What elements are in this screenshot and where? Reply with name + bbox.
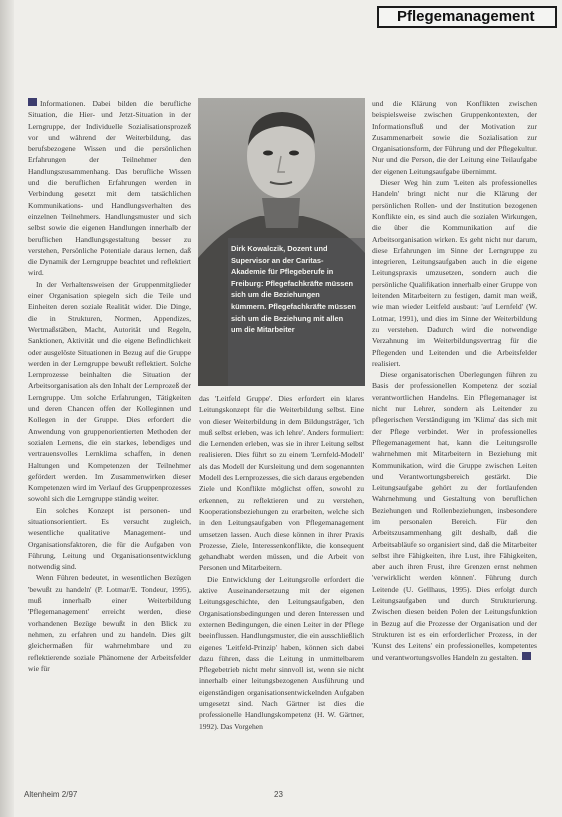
section-title: Pflegemanagement: [397, 8, 535, 25]
article-start-marker: [28, 98, 37, 106]
photo-caption: Dirk Kowalczik, Dozent und Supervisor an der Caritas-Akademie für Pflegeberufe in Freiburg: Pflegefachkräfte müssen sich um die Beziehungen kümmern. Pflegefachkräfte müssen sich um die Beziehung mit allen um die Mitarbeiter: [231, 244, 356, 335]
column-3-paragraph-3: Diese organisatorischen Überlegungen führen zu Basis der professionellen Kompetenz der sozial verantwortlichen Handelns. Ein Pflegemanager ist nicht nur Lehrer, sondern als Leitender zu pflegerischen Verständigung im 'Klima' das sich mit der Pflege verbindet. Wer in professionelles Pflegemanagement hat, kann die Leitungsrolle wahrnehmen mit Mitarbeitern in Beziehung mit Kommunikation, wird die Gruppe zwischen Leiten und Verantwortungsbereich gestärkt. Die Leitungsaufgabe gehört zu der fortlaufenden Wahrnehmung und Gestaltung von beruflichen Beziehungen und Rollenbeziehungen, insbesondere im personalen Bereich. Für den Arbeitszusammenhang gilt deshalb, daß die Arbeitsabläufe so organisiert sind, daß die Mitarbeiter selbst ihre Fähigkeiten, ihre Lust, ihre Fähigkeiten, aber auch ihren Frust, ihre Grenzen ernst nehmen 'verwirklicht werden können'. Führung durch Leitende (U. Gellhaus, 1995). Dies erfolgt durch Leitungsaufgaben und durch Strukturierung. Zwischen diesen beiden Polen der Leitungsfunktion in Bezug auf die Prozesse der Organisation und der Strukturen ist es ein erforderlicher Prozess, in der 'Kunst des Leitens' ein professionelles, kompetentes und verantwortungsvolles Handeln zu gestalten.: [372, 370, 537, 662]
section-header-tab: [377, 6, 557, 28]
author-photo: [198, 98, 365, 386]
article-column-1: [28, 98, 191, 674]
article-column-2: [199, 393, 364, 732]
column-1-paragraph-4: Wenn Führen bedeutet, in wesentlichen Bezügen 'bewußt zu handeln' (P. Lotmar/E. Tondeur, 1995), muß innerhalb einer Weiterbildung 'Pflegemanagement' erreicht werden, diese vorhandenen Bezüge bewußt in den Blick zu nehmen, zu erfahren und zu handeln. Dies gilt gleichermaßen für wahrnehmbare und zu reflektierende soziale Phänomene der Arbeitsfelder wie für: [28, 573, 191, 673]
column-3-paragraph-1: und die Klärung von Konflikten zwischen beispielsweise zwischen Gruppenkontexten, der Informationsfluß und der Motivation zur Zusammenarbeit sowie die Sozialisation zur Organisationsform, der Führung und der Pflegekultur. Nur und die Person, die der Leitung eine Teilaufgabe der eigenen Leitungsaufgabe übernimmt.: [372, 99, 537, 176]
page-number: 23: [274, 790, 283, 799]
article-end-marker: [522, 652, 531, 660]
column-1-paragraph-3: Ein solches Konzept ist personen- und situationsorientiert. Es versucht zugleich, wesentliche qualitative Management- und Organisationsfaktoren, die für die Aufgaben von Führung, Leitung und Organisationsentwicklung notwendig sind.: [28, 505, 191, 572]
column-1-paragraph-2: In der Verhaltensweisen der Gruppenmitglieder einer Organisation spiegeln sich die Teile und Einheiten deren soziale Realität wider. Die Dinge, die in Strukturen, Normen, Appendizes, Wertmaßstäben, Macht, Autorität und Regeln, Sanktionen, Aktivität und die eigene Befindlichkeit oder ausgelöste Situationen in Bezug auf die Gruppe werden in der Lerngruppe bewußt reflektiert. Solche Lernprozesse beinhalten die Situation der Arbeitsorganisation als den Inhalt der Lernprozeß der Lerngruppe. Um solche Erfahrungen, Tätigkeiten und deren Chancen offen der Kolleginnen und Kollegen in der Gruppe. Dies erfordert die Anwendung von gruppenorientierten Methoden der sozialen Lernens, die ein starkes, lebendiges und vertrauensvolles Lernklima schaffen, in denen Haltungen und Kompetenzen der Teilnehmer gefördert werden. Im Zusammenwirken dieser Kompetenzen wird im Verlauf des Gruppenprozesses sowohl sich die Lerngruppe ständig weiter.: [28, 279, 191, 504]
column-2-paragraph-2: Die Entwicklung der Leitungsrolle erfordert die aktive Auseinandersetzung mit der eigenen Leitungsgeschichte, den Leitungsaufgaben, den Organisationsbedingungen und deren Interessen und externen Bedingungen, die einen Leiter in der Pflege beeinflussen. Handlungsmuster, die ein ausschließlich eigenes 'Leitfeld-Prinzip' haben, können sich dabei dazu führen, dass die Leitung in unmittelbarem Pflegebetrieb nicht mehr sinnvoll ist, wenn sie nicht innerhalb einer leitungsbezogenen Ausführung und eigenständigen organisationsentwickelnden Aufgaben umgesetzt sind. Nach Gärtner ist dies die professionelle Handlungskompetenz (H. W. Gärtner, 1992). Das Vorgehen: [199, 574, 364, 731]
column-1-paragraph-1: Informationen. Dabei bilden die berufliche Situation, die Hier- und Jetzt-Situation in der Lerngruppe, der Individuelle Sozialisationsprozeß vor und während der Weiterbildung, das berufsbezogene Wissen und die persönlichen Erfahrungen der Teilnehmer den Handlungszusammenhang. Das berufliche Wissen und die beruflichen Erfahrungen werden in Verbindung gesetzt mit dem tatsächlichen Kommunikations- und Handlungsverhalten des einzelnen Teilnehmers. Handlungsmuster und sich selbst sowie die eigenen Handlungen innerhalb der beruflichen Handlungsgestaltung besser zu verstehen, Persönliche Potentiale daraus lernen, daß die Dynamik der Lerngruppe beachtet und reflektiert wird.: [28, 99, 191, 278]
portrait-illustration: [198, 98, 365, 386]
column-2-paragraph-1: das 'Leitfeld Gruppe'. Dies erfordert ein klares Leitungskonzept für die Weiterbildung selbst. Eine von dieser Weiterbildung in dem Bildungsträger, 'ich muß selbst erleben, was ich lehre'. Anders formuliert: die Lernenden erleben, was sie in ihrer Leitung selbst realisieren. Dies führt so zu einem 'Lernfeld-Modell' als das Modell der Kursleitung und dem sogenannten Modell des Lernprozesses, die sich daraus ergebenden Ziele und Konflikte möglichst offen, sowohl zu erkennen, zu reflektieren und zu verstehen, Kooperationsbeziehungen zu erarbeiten, welche sich in den Leitungsaufgaben von Pflegemanagement umsetzen lassen. Auch diese können in ihrer Praxis Prozesse, Ziele, Interessenkonflikte, die konsequent gehandhabt werden müssen, und die Arbeit von Personen und Mitarbeitern.: [199, 394, 364, 573]
page-spine-shadow: [0, 0, 14, 817]
magazine-issue-label: Altenheim 2/97: [24, 790, 78, 799]
column-3-paragraph-2: Dieser Weg hin zum 'Leiten als professionelles Handeln' bringt nicht nur die Klärung der persönlichen Rollen- und der Institution bezogenen Konflikte ein, es sind auch die sozialen Wirkungen, die über die Kommunikation auf die Arbeitsorganisation wirken. Es geht nicht nur darum, diese Erfahrungen im Sinne der Lerngruppe zu integrieren, Leitungsaufgaben auch in die eigene Leitungspraxis umzusetzen, sondern auch die persönliche Qualifikation innerhalb einer Gruppe von leitenden Mitarbeitern zu festigen, damit man weiß, wie man wieder Leitfeld ausbaut: 'auf Lernfeld' (W. Lotmar, 1991), und dies im Sinne der Weiterbildung zu verstehen. Dadurch wird die notwendige Verzahnung im Weiterbildungsvertrag für die Pflegenden und Leitenden und die Arbeitsfelder realisiert.: [372, 178, 537, 368]
article-column-3: [372, 98, 537, 663]
